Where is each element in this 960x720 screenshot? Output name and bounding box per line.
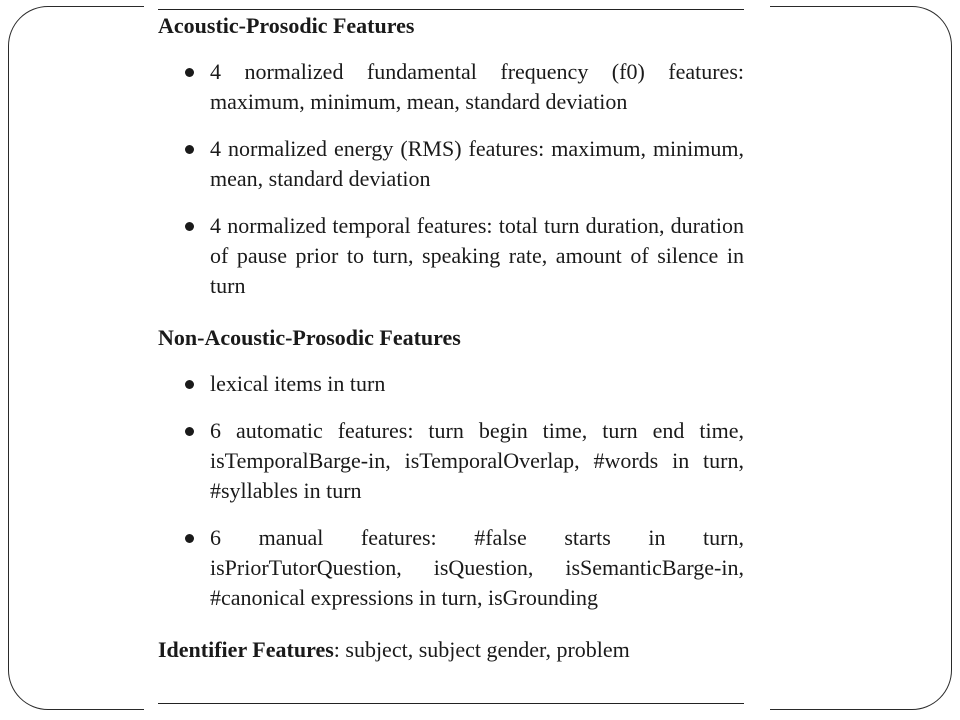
bullet-icon xyxy=(185,534,194,543)
identifier-features-line xyxy=(158,635,744,665)
list-item-text: 6 manual features: #false starts in turn, isPriorTutorQuestion, isQuestion, isSemanticBarge-in, #canonical expressions in turn, isGrounding xyxy=(210,525,744,610)
list-item xyxy=(158,416,744,506)
bullet-icon xyxy=(185,222,194,231)
bottom-rule xyxy=(158,703,744,704)
feature-list xyxy=(158,9,744,665)
bullet-icon xyxy=(185,380,194,389)
list-item xyxy=(158,134,744,194)
identifier-features-text: : subject, subject gender, problem xyxy=(333,637,630,662)
non-acoustic-prosodic-list xyxy=(158,369,744,613)
list-item xyxy=(158,369,744,399)
acoustic-prosodic-list xyxy=(158,57,744,301)
section-heading-acoustic-prosodic: Acoustic-Prosodic Features xyxy=(158,13,415,38)
list-item-text: lexical items in turn xyxy=(210,371,386,396)
list-item xyxy=(158,57,744,117)
list-item-text: 4 normalized fundamental frequency (f0) features: maximum, minimum, mean, standard deviation xyxy=(210,59,744,114)
list-item-text: 4 normalized temporal features: total turn duration, duration of pause prior to turn, speaking rate, amount of silence in turn xyxy=(210,213,744,298)
section-heading-non-acoustic-prosodic: Non-Acoustic-Prosodic Features xyxy=(158,325,461,350)
identifier-features-label: Identifier Features xyxy=(158,637,334,662)
bullet-icon xyxy=(185,427,194,436)
bullet-icon xyxy=(185,145,194,154)
list-item xyxy=(158,211,744,301)
list-item-text: 4 normalized energy (RMS) features: maximum, minimum, mean, standard deviation xyxy=(210,136,744,191)
bullet-icon xyxy=(185,68,194,77)
list-item-text: 6 automatic features: turn begin time, turn end time, isTemporalBarge-in, isTemporalOverlap, #words in turn, #syllables in turn xyxy=(210,418,744,503)
list-item xyxy=(158,523,744,613)
